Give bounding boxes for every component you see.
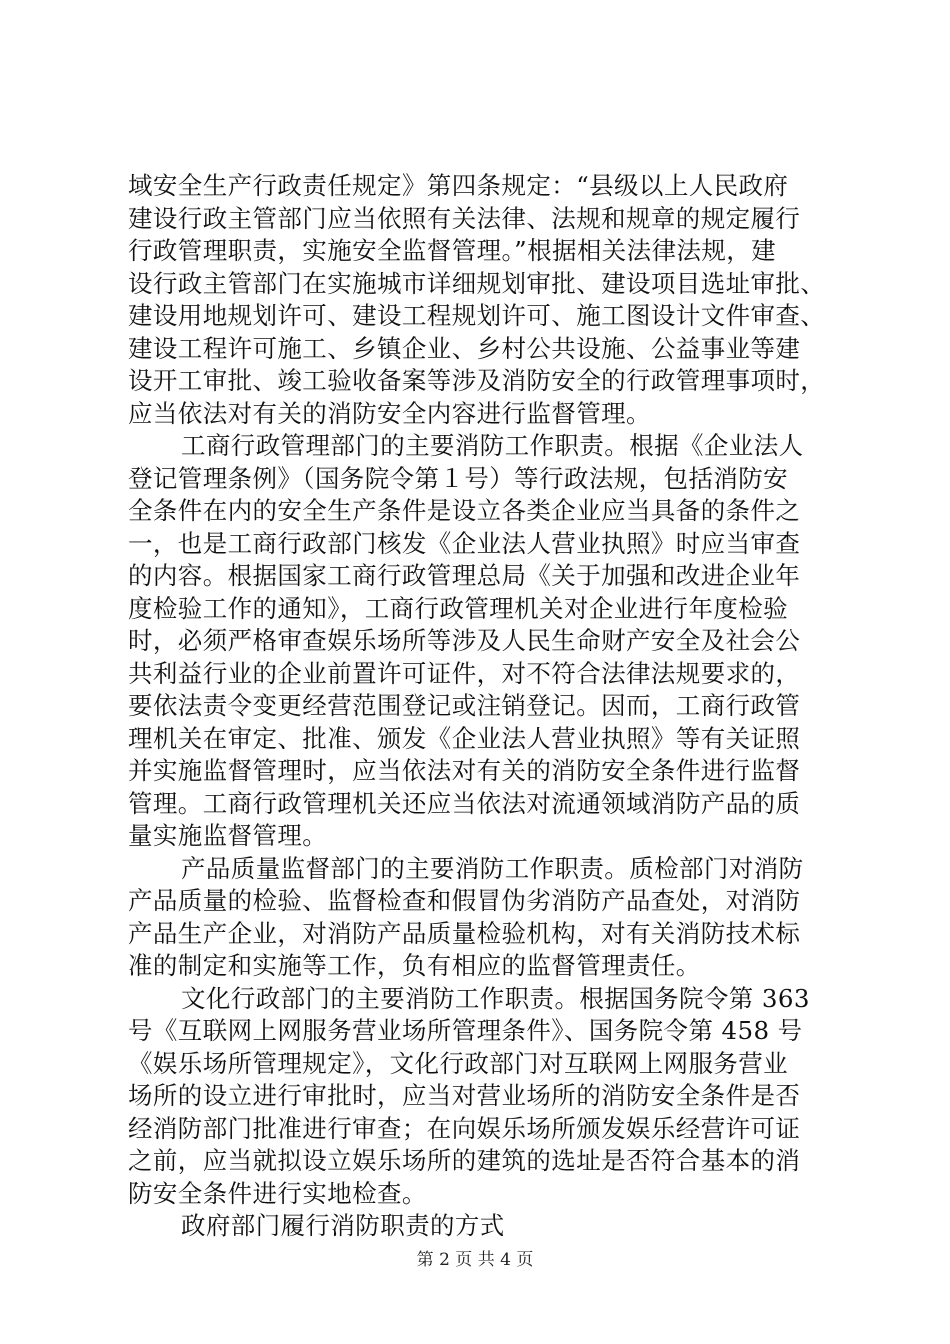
text-line: 准的制定和实施等工作，负有相应的监督管理责任。 (128, 951, 701, 980)
text-line: 文化行政部门的主要消防工作职责。根据国务院令第 363 (181, 983, 810, 1013)
text-line: 建设行政主管部门应当依照有关法律、法规和规章的规定履行 (128, 203, 801, 233)
text-line: 行政管理职责，实施安全监督管理。”根据相关法律法规，建 (128, 236, 777, 265)
text-line: 登记管理条例》（国务院令第１号）等行政法规，包括消防安 (128, 463, 789, 493)
text-line: 防安全条件进行实地检查。 (128, 1178, 427, 1208)
text-line: 建设用地规划许可、建设工程规划许可、施工图设计文件审查、 (128, 301, 826, 330)
text-line: 的内容。根据国家工商行政管理总局《关于加强和改进企业年 (128, 561, 801, 590)
text-line: 全条件在内的安全生产条件是设立各类企业应当具备的条件之 (128, 496, 801, 525)
text-line: 一，也是工商行政部门核发《企业法人营业执照》时应当审查 (128, 528, 801, 558)
text-line: 应当依法对有关的消防安全内容进行监督管理。 (128, 398, 651, 428)
text-line: 政府部门履行消防职责的方式 (181, 1211, 505, 1240)
text-line: 工商行政管理部门的主要消防工作职责。根据《企业法人 (181, 431, 804, 460)
text-line: 建设工程许可施工、乡镇企业、乡村公共设施、公益事业等建 (128, 333, 801, 363)
text-line: 量实施监督管理。 (128, 821, 328, 850)
text-line: 管理。工商行政管理机关还应当依法对流通领域消防产品的质 (128, 788, 801, 818)
text-line: 场所的设立进行审批时，应当对营业场所的消防安全条件是否 (128, 1081, 801, 1110)
document-body (128, 170, 850, 1243)
text-line: 之前，应当就拟设立娱乐场所的建筑的选址是否符合基本的消 (128, 1146, 801, 1175)
page-footer: 第 2 页 共 4 页 (416, 1250, 534, 1270)
text-line: 设行政主管部门在实施城市详细规划审批、建设项目选址审批、 (128, 268, 826, 298)
text-line: 并实施监督管理时，应当依法对有关的消防安全条件进行监督 (128, 756, 801, 785)
text-line: 要依法责令变更经营范围登记或注销登记。因而，工商行政管 (128, 691, 801, 720)
text-line: 经消防部门批准进行审查；在向娱乐场所颁发娱乐经营许可证 (128, 1113, 801, 1143)
text-line: 产品质量的检验、监督检查和假冒伪劣消防产品查处，对消防 (128, 886, 801, 915)
text-line: 号《互联网上网服务营业场所管理条件》、国务院令第 458 号 (128, 1016, 803, 1045)
text-line: 《娱乐场所管理规定》，文化行政部门对互联网上网服务营业 (128, 1048, 789, 1078)
text-line: 度检验工作的通知》，工商行政管理机关对企业进行年度检验 (128, 593, 789, 623)
text-line: 设开工审批、竣工验收备案等涉及消防安全的行政管理事项时， (128, 366, 826, 395)
text-line: 产品生产企业，对消防产品质量检验机构，对有关消防技术标 (128, 918, 801, 948)
text-line: 域安全生产行政责任规定》第四条规定：“县级以上人民政府 (128, 171, 789, 200)
text-line: 理机关在审定、批准、颁发《企业法人营业执照》等有关证照 (128, 723, 801, 753)
text-line: 共利益行业的企业前置许可证件，对不符合法律法规要求的， (128, 658, 801, 688)
text-line: 产品质量监督部门的主要消防工作职责。质检部门对消防 (181, 853, 804, 883)
text-line: 时，必须严格审查娱乐场所等涉及人民生命财产安全及社会公 (128, 626, 801, 655)
